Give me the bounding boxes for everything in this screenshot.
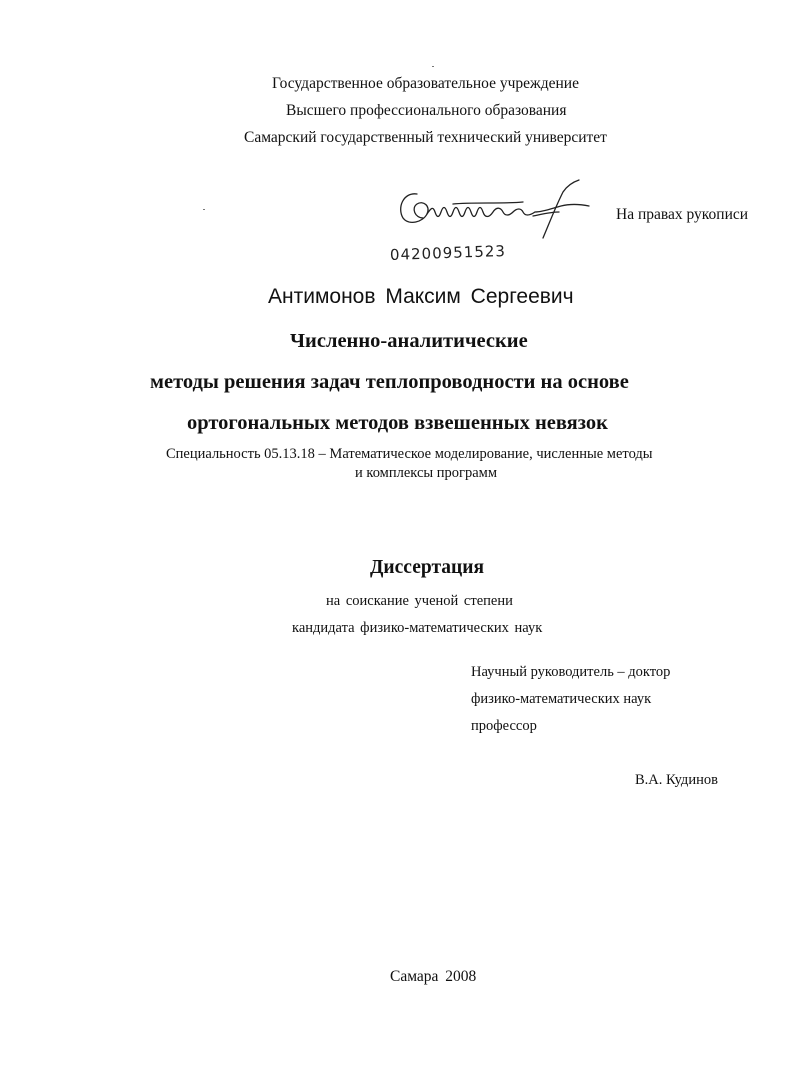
thesis-title-line-1: Численно-аналитические: [290, 330, 528, 352]
city-year: Самара 2008: [390, 968, 477, 985]
dissertation-heading: Диссертация: [370, 557, 485, 578]
institution-line-2: Высшего профессионального образования: [286, 102, 567, 119]
degree-line-2: кандидата физико-математических наук: [292, 620, 543, 636]
specialty-line-2: и комплексы программ: [355, 465, 498, 481]
supervisor-name: В.А. Кудинов: [635, 772, 718, 788]
supervisor-line-1: Научный руководитель – доктор: [471, 664, 671, 680]
author-name: Антимонов Максим Сергеевич: [268, 285, 574, 308]
institution-line-3: Самарский государственный технический университет: [244, 129, 607, 146]
thesis-title-line-3: ортогональных методов взвешенных невязок: [187, 412, 608, 434]
specialty-line-1: Специальность 05.13.18 – Математическое моделирование, численные методы: [166, 446, 653, 462]
manuscript-rights-note: На правах рукописи: [616, 206, 749, 223]
degree-line-1: на соискание ученой степени: [326, 593, 513, 609]
scan-speck: [203, 209, 205, 210]
author-signature: [393, 178, 593, 242]
supervisor-line-3: профессор: [471, 718, 537, 734]
supervisor-line-2: физико-математических наук: [471, 691, 652, 707]
document-number: 04200951523: [389, 241, 507, 264]
institution-line-1: Государственное образовательное учреждение: [272, 75, 579, 92]
scan-speck: [432, 66, 434, 67]
thesis-title-line-2: методы решения задач теплопроводности на основе: [150, 371, 629, 393]
